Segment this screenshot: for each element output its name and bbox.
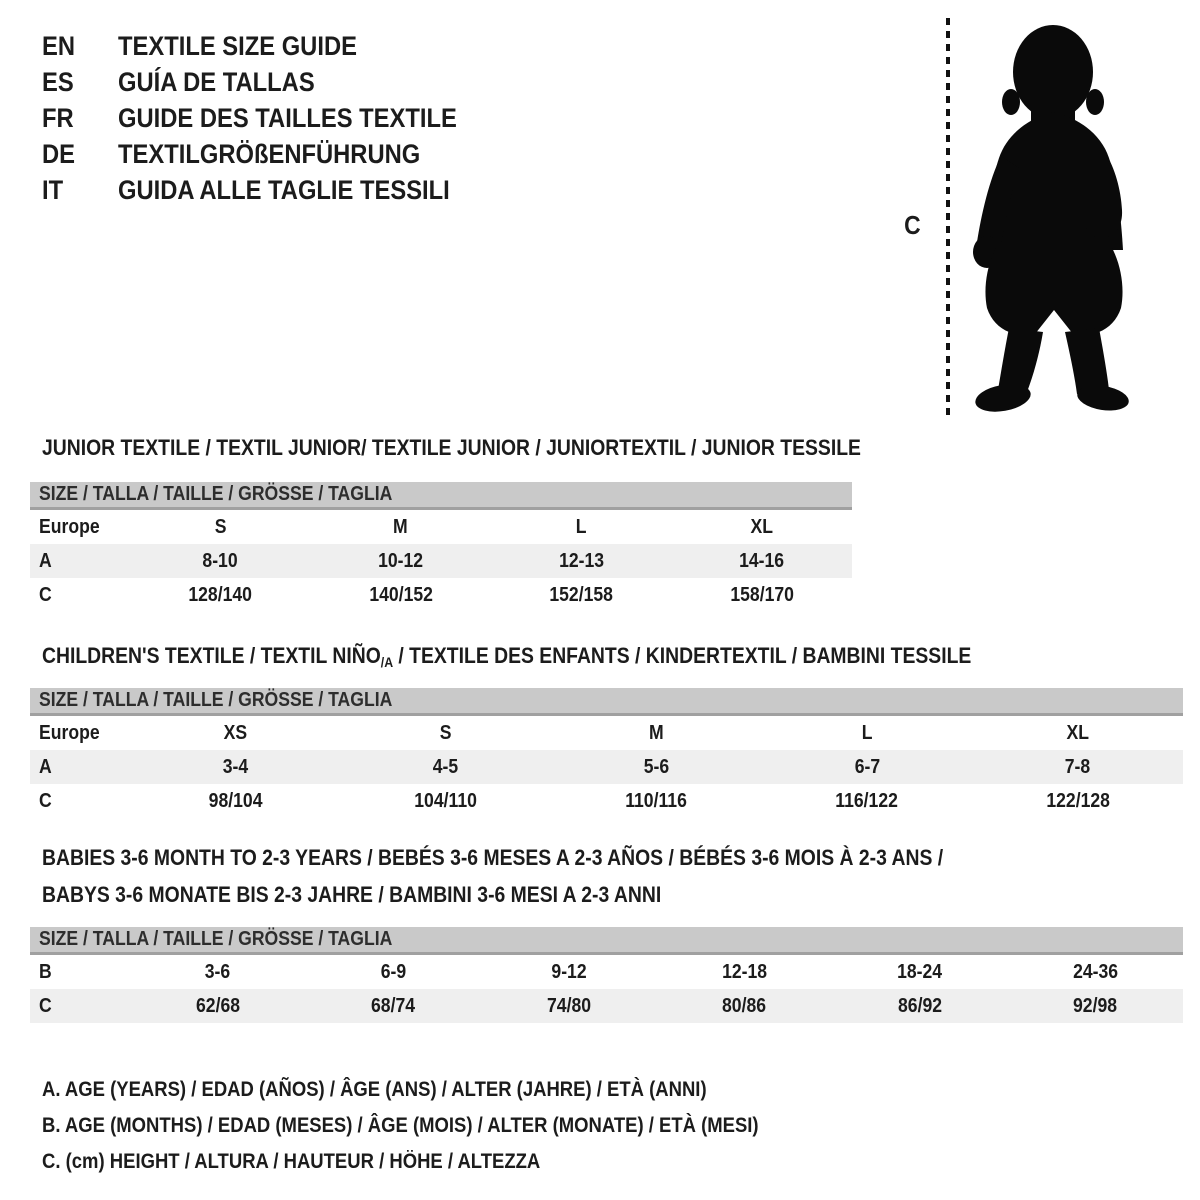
title-block <box>42 28 503 208</box>
table-row-height-cm <box>30 578 852 612</box>
row-label: Europe <box>39 721 100 744</box>
toddler-silhouette-icon <box>960 20 1142 420</box>
language-row-es <box>42 64 503 100</box>
row-label: A <box>39 755 52 778</box>
age-cell: 3-6 <box>205 960 231 983</box>
page-title-fr: GUIDE DES TAILLES TEXTILE <box>118 102 457 133</box>
footnote-height-cm: C. (cm) HEIGHT / ALTURA / HAUTEUR / HÖHE / ALTEZZA <box>42 1150 541 1173</box>
height-cell: 86/92 <box>897 994 942 1017</box>
language-row-fr <box>42 100 503 136</box>
junior-section-heading: JUNIOR TEXTILE / TEXTIL JUNIOR/ TEXTILE JUNIOR / JUNIORTEXTIL / JUNIOR TESSILE <box>42 435 861 460</box>
size-cell: XS <box>223 721 248 744</box>
language-row-it <box>42 172 503 208</box>
age-cell: 8-10 <box>202 549 238 572</box>
page-title: TEXTILE SIZE GUIDE <box>118 30 357 61</box>
size-cell: XL <box>750 515 773 538</box>
legend-footnotes <box>42 1072 856 1180</box>
table-row-europe <box>30 510 852 544</box>
height-cell: 104/110 <box>414 789 478 812</box>
language-code: FR <box>42 102 74 133</box>
row-label: C <box>39 994 52 1017</box>
age-cell: 12-13 <box>558 549 604 572</box>
height-cell: 62/68 <box>195 994 240 1017</box>
junior-size-header-bar: SIZE / TALLA / TAILLE / GRÖSSE / TAGLIA <box>30 482 852 510</box>
height-cell: 68/74 <box>371 994 416 1017</box>
age-cell: 3-4 <box>222 755 249 778</box>
junior-size-table <box>30 482 852 612</box>
age-cell: 6-7 <box>854 755 880 778</box>
language-row-de <box>42 136 503 172</box>
row-label: A <box>39 549 52 572</box>
babies-size-header-bar: SIZE / TALLA / TAILLE / GRÖSSE / TAGLIA <box>30 927 1183 955</box>
size-cell: M <box>393 515 409 538</box>
age-cell: 10-12 <box>378 549 424 572</box>
height-cell: 110/116 <box>625 789 688 812</box>
size-cell: L <box>575 515 587 538</box>
size-cell: M <box>649 721 664 744</box>
age-cell: 24-36 <box>1072 960 1118 983</box>
children-size-table <box>30 688 1183 818</box>
table-row-age-years <box>30 544 852 578</box>
height-cell: 74/80 <box>546 994 591 1017</box>
footnote-age-years: A. AGE (YEARS) / EDAD (AÑOS) / ÂGE (ANS) / ALTER (JAHRE) / ETÀ (ANNI) <box>42 1078 707 1101</box>
row-label: C <box>39 789 52 812</box>
row-label: C <box>39 583 52 606</box>
table-row-age-months <box>30 955 1183 989</box>
row-label: Europe <box>39 515 100 538</box>
table-row-europe <box>30 716 1183 750</box>
language-code: ES <box>42 66 74 97</box>
size-cell: S <box>440 721 452 744</box>
height-cell: 98/104 <box>208 789 263 812</box>
babies-size-table <box>30 927 1183 1023</box>
table-row-height-cm <box>30 784 1183 818</box>
height-cell: 158/170 <box>729 583 794 606</box>
size-cell: S <box>214 515 227 538</box>
children-size-header-bar: SIZE / TALLA / TAILLE / GRÖSSE / TAGLIA <box>30 688 1183 716</box>
table-row-age-years <box>30 750 1183 784</box>
language-row-en <box>42 28 503 64</box>
height-cell: 152/158 <box>549 583 614 606</box>
nino-a-subscript: /A <box>380 654 394 670</box>
height-cell: 140/152 <box>368 583 433 606</box>
age-cell: 18-24 <box>897 960 943 983</box>
age-cell: 14-16 <box>739 549 785 572</box>
babies-section-heading: BABIES 3-6 MONTH TO 2-3 YEARS / BEBÉS 3-6 MESES A 2-3 AÑOS / BÉBÉS 3-6 MOIS À 2-3 ANS / BABYS 3-6 MONATE BIS 2-3 JAHRE / BAMBINI 3-6 MESI A 2-3 ANNI <box>42 845 944 907</box>
language-code: IT <box>42 174 64 205</box>
page-title-es: GUÍA DE TALLAS <box>118 66 315 97</box>
language-code: EN <box>42 30 76 61</box>
page-title-it: GUIDA ALLE TAGLIE TESSILI <box>118 174 450 205</box>
height-cell: 128/140 <box>188 583 253 606</box>
age-cell: 4-5 <box>433 755 459 778</box>
height-dashed-line <box>946 18 950 418</box>
age-cell: 6-9 <box>380 960 406 983</box>
age-cell: 9-12 <box>551 960 587 983</box>
language-code: DE <box>42 138 76 169</box>
age-cell: 5-6 <box>643 755 670 778</box>
height-cell: 92/98 <box>1073 994 1118 1017</box>
footnote-age-months: B. AGE (MONTHS) / EDAD (MESES) / ÂGE (MOIS) / ALTER (MONATE) / ETÀ (MESI) <box>42 1114 759 1137</box>
height-cell: 80/86 <box>722 994 767 1017</box>
height-measure-label: C <box>904 210 921 240</box>
size-cell: L <box>861 721 873 744</box>
size-cell: XL <box>1066 721 1089 744</box>
row-label: B <box>39 960 52 983</box>
page-title-de: TEXTILGRÖßENFÜHRUNG <box>118 138 421 169</box>
age-cell: 12-18 <box>721 960 767 983</box>
age-cell: 7-8 <box>1064 755 1091 778</box>
height-cell: 122/128 <box>1045 789 1110 812</box>
table-row-height-cm <box>30 989 1183 1023</box>
children-section-heading: CHILDREN'S TEXTILE / TEXTIL NIÑO/A / TEXTILE DES ENFANTS / KINDERTEXTIL / BAMBINI TESSILE <box>42 643 972 670</box>
height-cell: 116/122 <box>835 789 899 812</box>
